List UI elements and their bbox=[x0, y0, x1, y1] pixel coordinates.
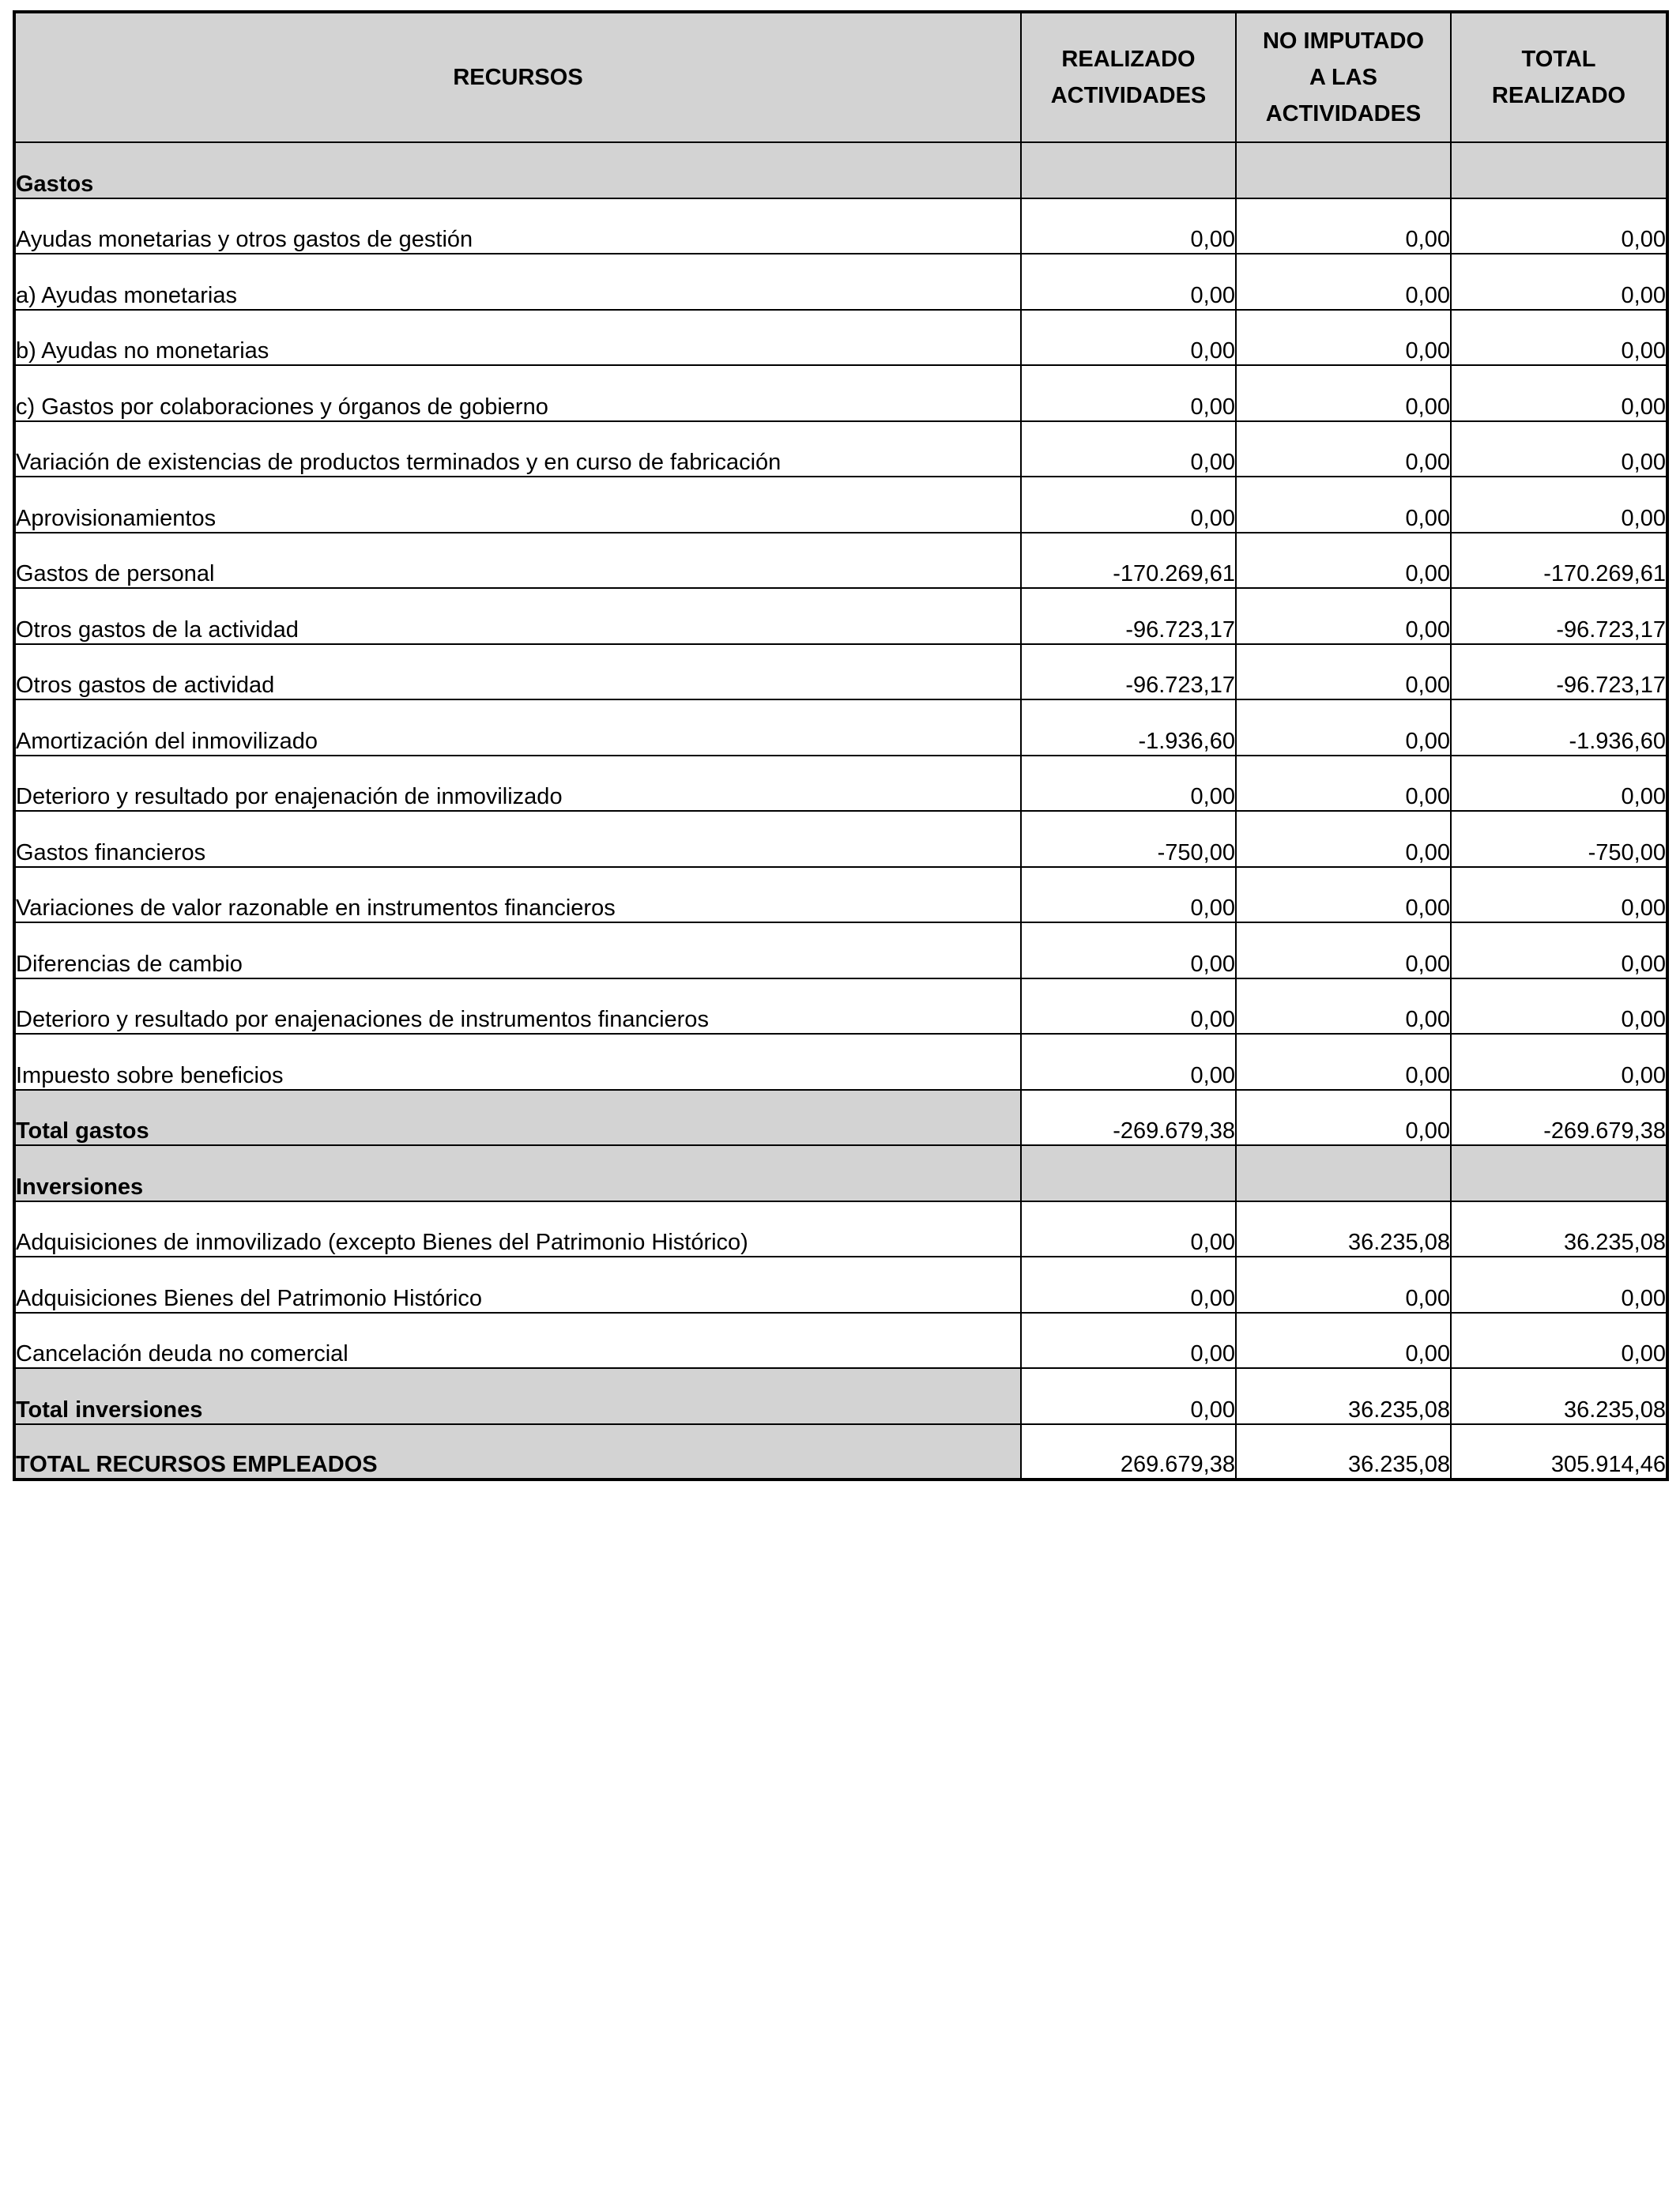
row-label: Impuesto sobre beneficios bbox=[14, 1034, 1021, 1090]
cell-realizado: 0,00 bbox=[1021, 421, 1236, 477]
header-total-line2: REALIZADO bbox=[1491, 83, 1626, 108]
row-label: Diferencias de cambio bbox=[14, 922, 1021, 978]
row-label: a) Ayudas monetarias bbox=[14, 254, 1021, 310]
cell-total bbox=[1451, 142, 1667, 198]
cell-total: 0,00 bbox=[1451, 477, 1667, 533]
cell-realizado bbox=[1021, 142, 1236, 198]
cell-no-imputado: 0,00 bbox=[1236, 699, 1451, 756]
cell-total: 36.235,08 bbox=[1451, 1368, 1667, 1424]
header-no-imputado bbox=[1236, 12, 1451, 142]
table-row bbox=[14, 365, 1667, 421]
cell-total: 0,00 bbox=[1451, 310, 1667, 366]
cell-total: 0,00 bbox=[1451, 1313, 1667, 1369]
total-row bbox=[14, 1368, 1667, 1424]
row-label: Adquisiciones de inmovilizado (excepto Bienes del Patrimonio Histórico) bbox=[14, 1201, 1021, 1257]
table-header-row bbox=[14, 12, 1667, 142]
row-label: Variaciones de valor razonable en instrumentos financieros bbox=[14, 867, 1021, 923]
cell-realizado: 0,00 bbox=[1021, 310, 1236, 366]
row-label: Adquisiciones Bienes del Patrimonio Histórico bbox=[14, 1257, 1021, 1313]
row-label: Variación de existencias de productos terminados y en curso de fabricación bbox=[14, 421, 1021, 477]
cell-total: 0,00 bbox=[1451, 867, 1667, 923]
table-row bbox=[14, 198, 1667, 254]
cell-realizado: 269.679,38 bbox=[1021, 1424, 1236, 1480]
table-row bbox=[14, 699, 1667, 756]
cell-realizado: 0,00 bbox=[1021, 922, 1236, 978]
cell-total: 0,00 bbox=[1451, 254, 1667, 310]
cell-realizado bbox=[1021, 1145, 1236, 1201]
header-recursos bbox=[14, 12, 1021, 142]
row-label: Otros gastos de la actividad bbox=[14, 588, 1021, 644]
cell-total: -269.679,38 bbox=[1451, 1090, 1667, 1146]
cell-realizado: 0,00 bbox=[1021, 1034, 1236, 1090]
row-label: b) Ayudas no monetarias bbox=[14, 310, 1021, 366]
cell-realizado: -750,00 bbox=[1021, 811, 1236, 867]
table-row bbox=[14, 922, 1667, 978]
cell-realizado: -1.936,60 bbox=[1021, 699, 1236, 756]
cell-no-imputado: 36.235,08 bbox=[1236, 1201, 1451, 1257]
cell-total: 0,00 bbox=[1451, 756, 1667, 812]
header-recursos-text: RECURSOS bbox=[453, 65, 583, 90]
cell-total: 305.914,46 bbox=[1451, 1424, 1667, 1480]
header-total-line1: TOTAL bbox=[1521, 47, 1596, 72]
cell-no-imputado: 0,00 bbox=[1236, 978, 1451, 1035]
cell-no-imputado: 0,00 bbox=[1236, 365, 1451, 421]
cell-total bbox=[1451, 1145, 1667, 1201]
cell-total: -1.936,60 bbox=[1451, 699, 1667, 756]
cell-no-imputado: 36.235,08 bbox=[1236, 1368, 1451, 1424]
cell-no-imputado bbox=[1236, 142, 1451, 198]
cell-realizado: 0,00 bbox=[1021, 1368, 1236, 1424]
cell-no-imputado: 0,00 bbox=[1236, 756, 1451, 812]
section-row bbox=[14, 142, 1667, 198]
cell-total: -96.723,17 bbox=[1451, 644, 1667, 700]
cell-total: 0,00 bbox=[1451, 922, 1667, 978]
table-body bbox=[14, 142, 1667, 1480]
cell-realizado: 0,00 bbox=[1021, 477, 1236, 533]
cell-total: 0,00 bbox=[1451, 421, 1667, 477]
row-label: Gastos bbox=[14, 142, 1021, 198]
cell-realizado: -170.269,61 bbox=[1021, 533, 1236, 589]
cell-no-imputado: 0,00 bbox=[1236, 1034, 1451, 1090]
row-label: Aprovisionamientos bbox=[14, 477, 1021, 533]
table-row bbox=[14, 1257, 1667, 1313]
cell-no-imputado: 0,00 bbox=[1236, 867, 1451, 923]
row-label: Total inversiones bbox=[14, 1368, 1021, 1424]
cell-realizado: 0,00 bbox=[1021, 1313, 1236, 1369]
cell-no-imputado: 36.235,08 bbox=[1236, 1424, 1451, 1480]
cell-realizado: -96.723,17 bbox=[1021, 644, 1236, 700]
header-no-imputado-line3: ACTIVIDADES bbox=[1265, 101, 1422, 126]
table-row bbox=[14, 867, 1667, 923]
cell-total: -170.269,61 bbox=[1451, 533, 1667, 589]
cell-no-imputado: 0,00 bbox=[1236, 254, 1451, 310]
header-realizado-actividades bbox=[1021, 12, 1236, 142]
table-row bbox=[14, 254, 1667, 310]
cell-no-imputado: 0,00 bbox=[1236, 1313, 1451, 1369]
header-total-realizado bbox=[1451, 12, 1667, 142]
table-row bbox=[14, 811, 1667, 867]
cell-realizado: 0,00 bbox=[1021, 867, 1236, 923]
table-row bbox=[14, 533, 1667, 589]
row-label: Deterioro y resultado por enajenación de inmovilizado bbox=[14, 756, 1021, 812]
cell-total: -96.723,17 bbox=[1451, 588, 1667, 644]
row-label: Gastos financieros bbox=[14, 811, 1021, 867]
cell-realizado: -269.679,38 bbox=[1021, 1090, 1236, 1146]
cell-no-imputado: 0,00 bbox=[1236, 811, 1451, 867]
row-label: Gastos de personal bbox=[14, 533, 1021, 589]
cell-no-imputado: 0,00 bbox=[1236, 198, 1451, 254]
table-row bbox=[14, 1313, 1667, 1369]
header-no-imputado-line1: NO IMPUTADO bbox=[1262, 28, 1425, 54]
row-label: Otros gastos de actividad bbox=[14, 644, 1021, 700]
cell-total: -750,00 bbox=[1451, 811, 1667, 867]
cell-total: 0,00 bbox=[1451, 365, 1667, 421]
table-row bbox=[14, 1034, 1667, 1090]
row-label: Ayudas monetarias y otros gastos de gestión bbox=[14, 198, 1021, 254]
cell-total: 0,00 bbox=[1451, 1257, 1667, 1313]
header-realizado-line2: ACTIVIDADES bbox=[1050, 83, 1207, 108]
cell-realizado: 0,00 bbox=[1021, 365, 1236, 421]
row-label: Cancelación deuda no comercial bbox=[14, 1313, 1021, 1369]
cell-no-imputado: 0,00 bbox=[1236, 1257, 1451, 1313]
table-row bbox=[14, 978, 1667, 1035]
row-label: Total gastos bbox=[14, 1090, 1021, 1146]
header-realizado-line1: REALIZADO bbox=[1061, 47, 1196, 72]
cell-no-imputado: 0,00 bbox=[1236, 533, 1451, 589]
table-row bbox=[14, 310, 1667, 366]
row-label: Inversiones bbox=[14, 1145, 1021, 1201]
row-label: Amortización del inmovilizado bbox=[14, 699, 1021, 756]
cell-no-imputado: 0,00 bbox=[1236, 644, 1451, 700]
total-row bbox=[14, 1424, 1667, 1480]
table-row bbox=[14, 756, 1667, 812]
row-label: TOTAL RECURSOS EMPLEADOS bbox=[14, 1424, 1021, 1480]
cell-realizado: 0,00 bbox=[1021, 1257, 1236, 1313]
cell-no-imputado: 0,00 bbox=[1236, 1090, 1451, 1146]
table-row bbox=[14, 477, 1667, 533]
cell-no-imputado: 0,00 bbox=[1236, 421, 1451, 477]
section-row bbox=[14, 1145, 1667, 1201]
table-row bbox=[14, 644, 1667, 700]
total-row bbox=[14, 1090, 1667, 1146]
row-label: Deterioro y resultado por enajenaciones de instrumentos financieros bbox=[14, 978, 1021, 1035]
cell-no-imputado: 0,00 bbox=[1236, 310, 1451, 366]
resources-table bbox=[13, 10, 1669, 1481]
cell-realizado: 0,00 bbox=[1021, 756, 1236, 812]
cell-total: 36.235,08 bbox=[1451, 1201, 1667, 1257]
cell-no-imputado bbox=[1236, 1145, 1451, 1201]
header-no-imputado-line2: A LAS bbox=[1309, 65, 1377, 90]
cell-total: 0,00 bbox=[1451, 198, 1667, 254]
cell-no-imputado: 0,00 bbox=[1236, 588, 1451, 644]
row-label: c) Gastos por colaboraciones y órganos de gobierno bbox=[14, 365, 1021, 421]
table-row bbox=[14, 421, 1667, 477]
cell-no-imputado: 0,00 bbox=[1236, 477, 1451, 533]
cell-total: 0,00 bbox=[1451, 978, 1667, 1035]
cell-no-imputado: 0,00 bbox=[1236, 922, 1451, 978]
cell-realizado: 0,00 bbox=[1021, 254, 1236, 310]
table-row bbox=[14, 1201, 1667, 1257]
cell-realizado: 0,00 bbox=[1021, 198, 1236, 254]
cell-total: 0,00 bbox=[1451, 1034, 1667, 1090]
table-row bbox=[14, 588, 1667, 644]
cell-realizado: 0,00 bbox=[1021, 1201, 1236, 1257]
cell-realizado: 0,00 bbox=[1021, 978, 1236, 1035]
cell-realizado: -96.723,17 bbox=[1021, 588, 1236, 644]
